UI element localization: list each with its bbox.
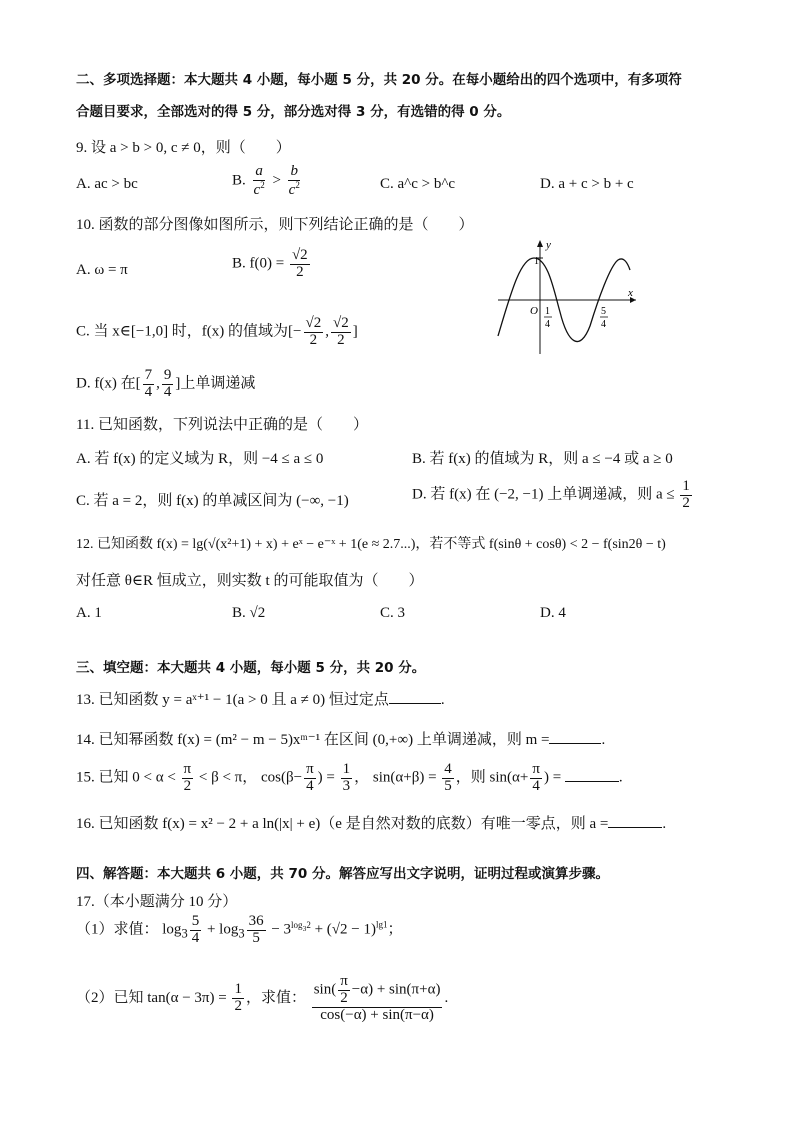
q12-option-c: C. 3 — [380, 605, 406, 621]
tick-five-quarter-den: 4 — [601, 319, 606, 330]
q12-line2: 对任意 θ∈R 恒成立，则实数 t 的可能取值为（ ） — [76, 573, 424, 589]
q10-option-a: A. ω = π — [76, 262, 128, 278]
q11-option-d-label: D. 若 f(x) 在 (−2, −1) 上单调递减，则 a ≤ — [412, 486, 675, 503]
q12-line1: 12. 已知函数 f(x) = lg(√(x²+1) + x) + eˣ − e⁻ˣ + 1(e ≈ 2.7...)，若不等式 f(sinθ + cosθ) < 2 − f(sin2θ − t) — [76, 537, 666, 552]
q9-option-b-label: B. — [232, 172, 246, 189]
q16-text: 16. 已知函数 f(x) = x² − 2 + a ln(|x| + e)（e 是自然对数的底数）有唯一零点，则 a = — [76, 816, 609, 832]
q10-option-c-label: C. 当 x∈[−1,0] 时，f(x) 的值域为 — [76, 323, 289, 340]
q12-option-a: A. 1 — [76, 605, 102, 621]
q10-stem: 10. 函数的部分图像如图所示，则下列结论正确的是（ ） — [76, 217, 474, 233]
q10-option-c: C. 当 x∈[−1,0] 时，f(x) 的值域为[− $\frac{√2}{2}$ , $\frac{√2}{2}$ ] — [76, 315, 358, 348]
q14-text: 14. 已知幂函数 f(x) = (m² − m − 5)xᵐ⁻¹ 在区间 (0,+∞) 上单调递减，则 m = — [76, 732, 550, 748]
q10-option-d-suffix: 上单调递减 — [180, 375, 256, 392]
q11-option-b: B. 若 f(x) 的值域为 R，则 a ≤ −4 或 a ≥ 0 — [412, 451, 673, 467]
tick-quarter-den: 4 — [545, 319, 550, 330]
q17-part2-mid: ，求值： — [245, 990, 306, 1007]
q15: 15. 已知 0 < α < $\frac{\pi}{2}$ < β < π， cos(β− $\frac{\pi}{4}$ ) = $\frac{1}{3}$ ， sin(α+β) = $\frac{4}{5}$ ，则 sin(α+ $\frac{\pi}{4}$ ) = . — [76, 761, 623, 794]
q17-header: 17.（本小题满分 10 分） — [76, 894, 238, 910]
q17-part1-label: （1）求值： — [76, 921, 159, 938]
section-4-title: 四、解答题：本大题共 6 小题，共 70 分。解答应写出文字说明，证明过程或演算步骤。 — [76, 866, 609, 882]
y-tick-label: 1 — [534, 256, 539, 267]
section-3-title: 三、填空题：本大题共 4 小题，每小题 5 分，共 20 分。 — [76, 660, 426, 676]
q14: 14. 已知幂函数 f(x) = (m² − m − 5)xᵐ⁻¹ 在区间 (0,+∞) 上单调递减，则 m = . — [76, 732, 606, 748]
y-axis-arrow-icon — [537, 240, 543, 247]
q17-part1: （1）求值： $\log_3$ $\frac{5}{4}$ + $\log_3$ $\frac{36}{5}$ − $3^{log_32} + (√2 - 1)^{lg1}$； — [76, 913, 403, 946]
q15-answer-blank[interactable] — [565, 769, 619, 782]
q12-option-d: D. 4 — [540, 605, 566, 621]
q10-sine-graph — [490, 236, 640, 356]
q11-option-d: D. 若 f(x) 在 (−2, −1) 上单调递减，则 a ≤ $\frac{1}{2}$ — [412, 478, 690, 511]
q11-option-c: C. 若 a = 2，则 f(x) 的单减区间为 (−∞, −1) — [76, 493, 349, 509]
q17-part2: （2）已知 tan(α − 3π) = $\frac{1}{2}$ ，求值： sin( $\frac{\pi}{2}$ −α) + sin(π+α) cos(−α) + sin(π−α) . — [76, 973, 449, 1023]
q10-option-d-label: D. f(x) 在 — [76, 375, 136, 392]
q9-option-c: C. a^c > b^c — [380, 176, 456, 192]
q10-option-b: B. f(0) = $\frac{√2}{2}$ — [232, 247, 308, 280]
q9-option-a: A. ac > bc — [76, 176, 138, 192]
q9-option-b: B. $\frac{a}{c^2}$ > $\frac{b}{c^2}$ — [232, 163, 300, 198]
section-2-title-line1: 二、多项选择题：本大题共 4 小题，每小题 5 分，共 20 分。在每小题给出的四个选项中，有多项符 — [76, 72, 682, 88]
q13: 13. 已知函数 y = aˣ⁺¹ − 1(a > 0 且 a ≠ 0) 恒过定点 . — [76, 692, 445, 708]
q11-stem: 11. 已知函数，下列说法中正确的是（ ） — [76, 417, 368, 433]
q9-stem: 9. 设 a > b > 0, c ≠ 0，则（ ） — [76, 140, 291, 156]
q16-answer-blank[interactable] — [608, 815, 662, 828]
tick-five-quarter-num: 5 — [601, 306, 606, 317]
q13-answer-blank[interactable] — [389, 691, 441, 704]
q11-option-a: A. 若 f(x) 的定义域为 R，则 −4 ≤ a ≤ 0 — [76, 451, 324, 467]
y-axis-label: y — [546, 239, 551, 251]
origin-label: O — [530, 305, 538, 317]
q17-part2-label: （2）已知 — [76, 990, 144, 1007]
tick-quarter-num: 1 — [545, 306, 550, 317]
x-axis-label: x — [628, 287, 633, 299]
q10-option-b-label: B. f(0) = — [232, 255, 285, 272]
q13-text: 13. 已知函数 y = aˣ⁺¹ − 1(a > 0 且 a ≠ 0) 恒过定点 — [76, 692, 389, 708]
q9-option-d: D. a + c > b + c — [540, 176, 634, 192]
q16: 16. 已知函数 f(x) = x² − 2 + a ln(|x| + e)（e 是自然对数的底数）有唯一零点，则 a = . — [76, 816, 667, 832]
section-2-title-line2: 合题目要求，全部选对的得 5 分，部分选对得 3 分，有选错的得 0 分。 — [76, 104, 511, 120]
q15-label: 15. 已知 — [76, 769, 129, 786]
q12-option-b: B. √2 — [232, 605, 266, 621]
q14-answer-blank[interactable] — [549, 731, 601, 744]
q10-option-d: D. f(x) 在[ $\frac{7}{4}$ , $\frac{9}{4}$ ]上单调递减 — [76, 367, 256, 400]
